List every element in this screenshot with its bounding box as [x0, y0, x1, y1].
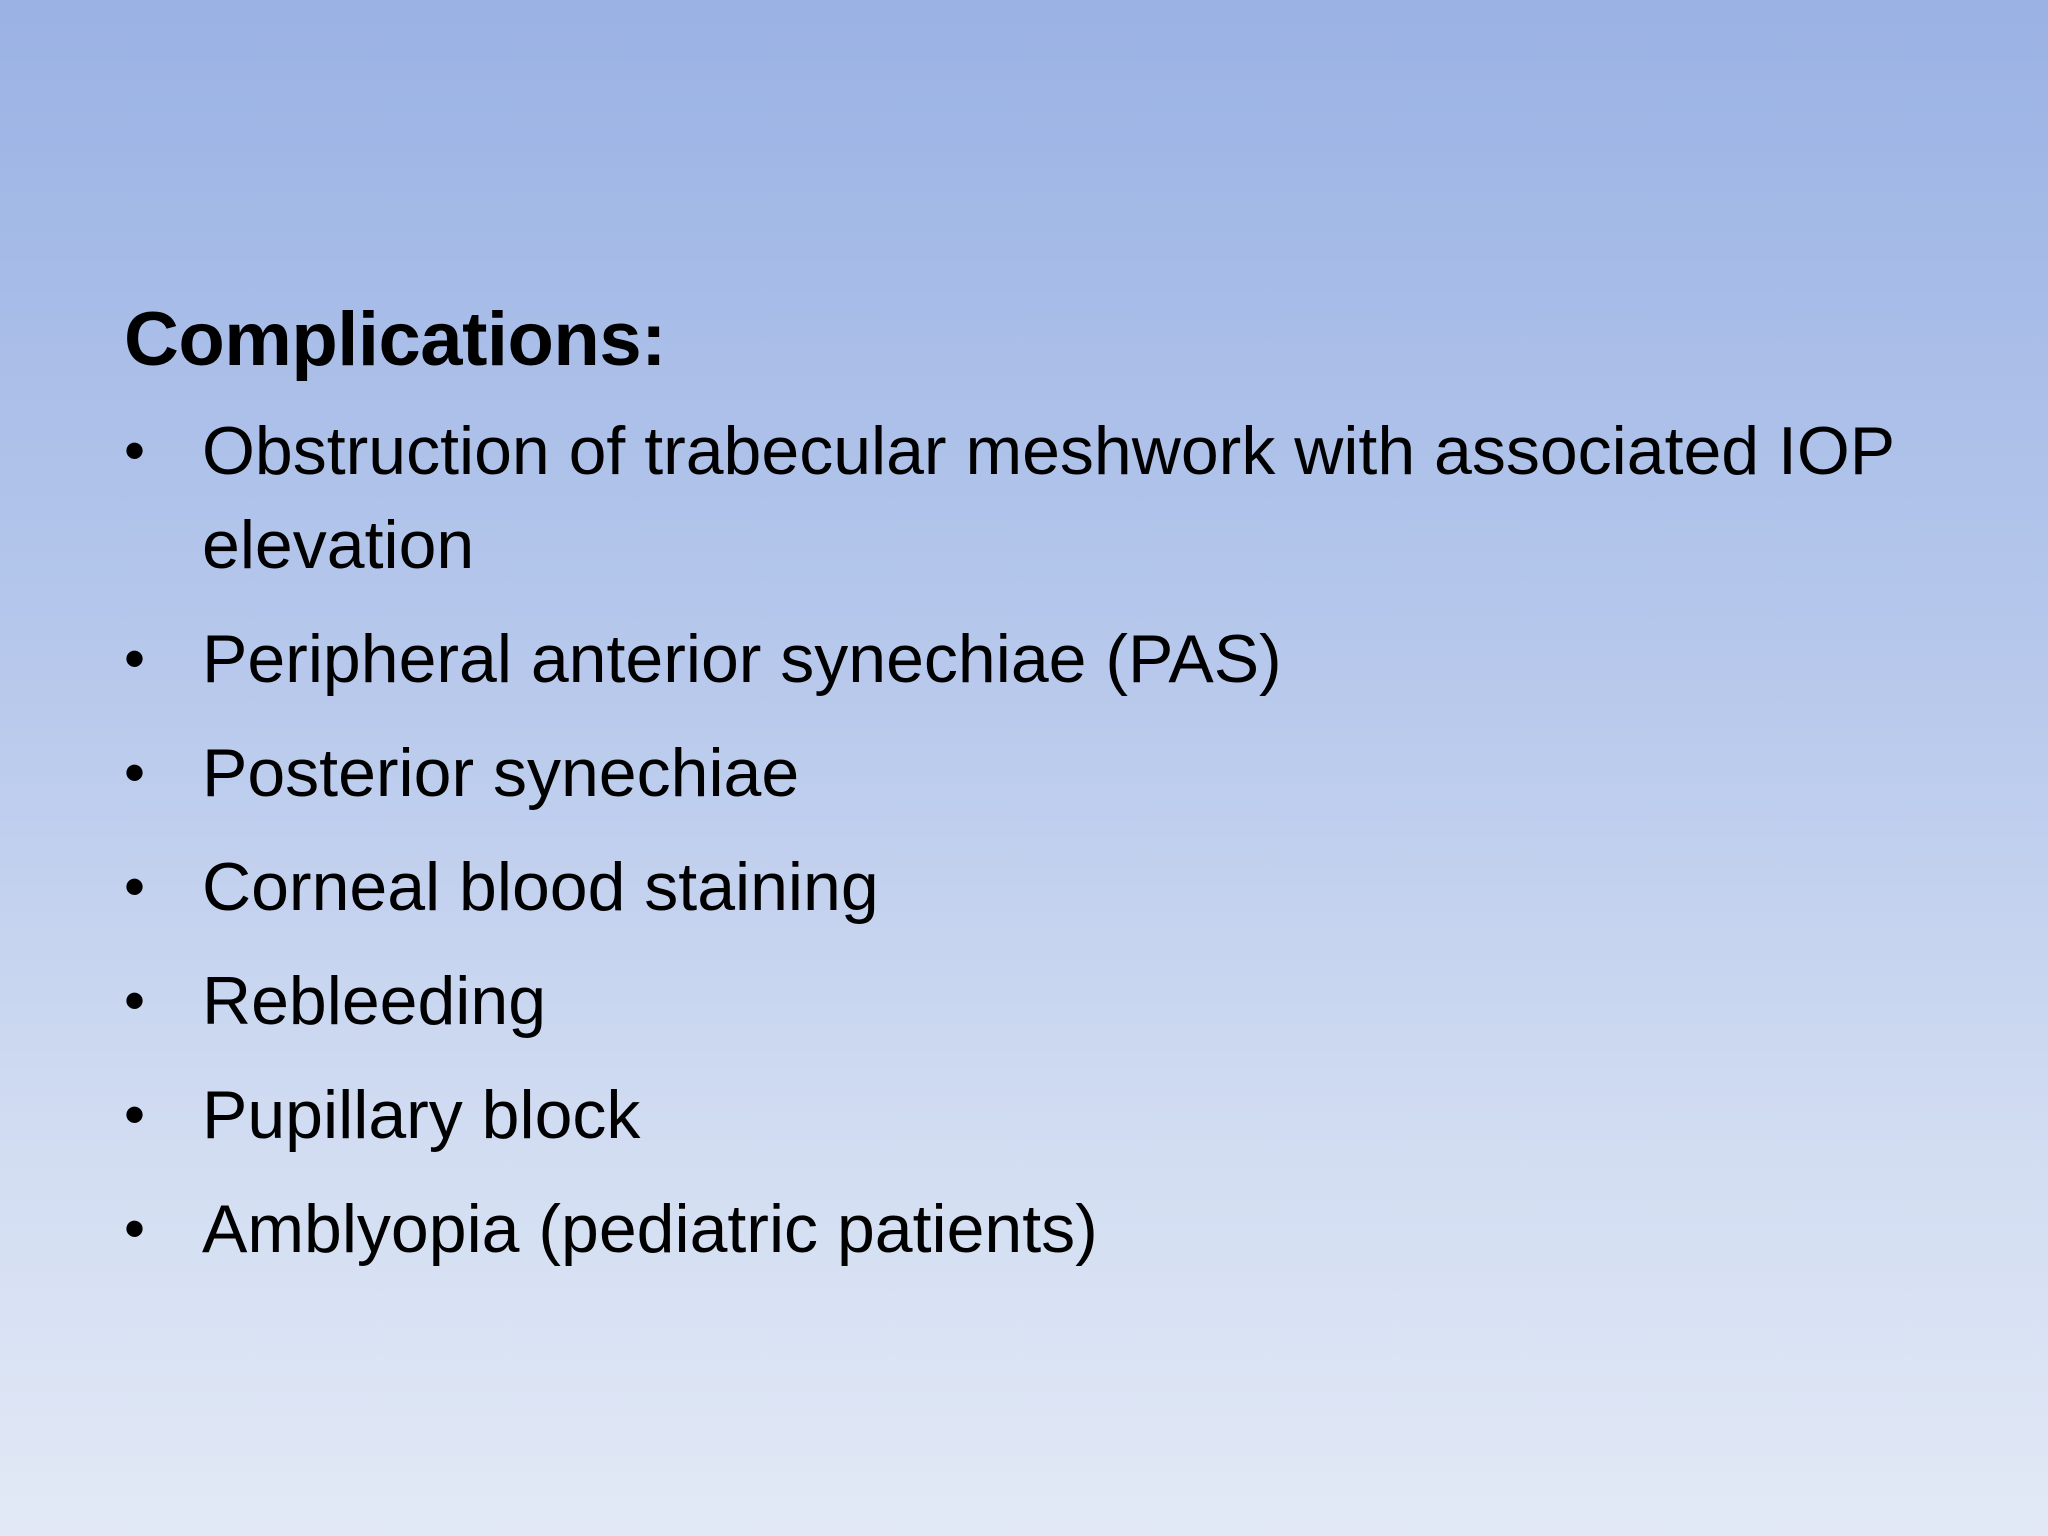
slide-content: [124, 292, 1924, 1296]
bullet-icon: •: [124, 739, 146, 806]
list-item: [124, 1068, 1924, 1162]
list-item-text: Obstruction of trabecular meshwork with associated IOP elevation: [202, 413, 1894, 583]
list-item: [124, 404, 1924, 592]
list-item-text: Pupillary block: [202, 1077, 641, 1153]
bullet-list: [124, 404, 1924, 1276]
list-item-text: Corneal blood staining: [202, 849, 879, 925]
list-item: [124, 1182, 1924, 1276]
list-item: [124, 840, 1924, 934]
bullet-icon: •: [124, 967, 146, 1034]
list-item-text: Peripheral anterior synechiae (PAS): [202, 621, 1282, 697]
bullet-icon: •: [124, 1081, 146, 1148]
list-item-text: Amblyopia (pediatric patients): [202, 1191, 1098, 1267]
list-item-text: Rebleeding: [202, 963, 547, 1039]
list-item: [124, 726, 1924, 820]
list-item-text: Posterior synechiae: [202, 735, 800, 811]
bullet-icon: •: [124, 853, 146, 920]
list-item: [124, 954, 1924, 1048]
bullet-icon: •: [124, 625, 146, 692]
bullet-icon: •: [124, 1195, 146, 1262]
list-item: [124, 612, 1924, 706]
slide-heading: Complications:: [124, 297, 666, 382]
bullet-icon: •: [124, 417, 146, 484]
